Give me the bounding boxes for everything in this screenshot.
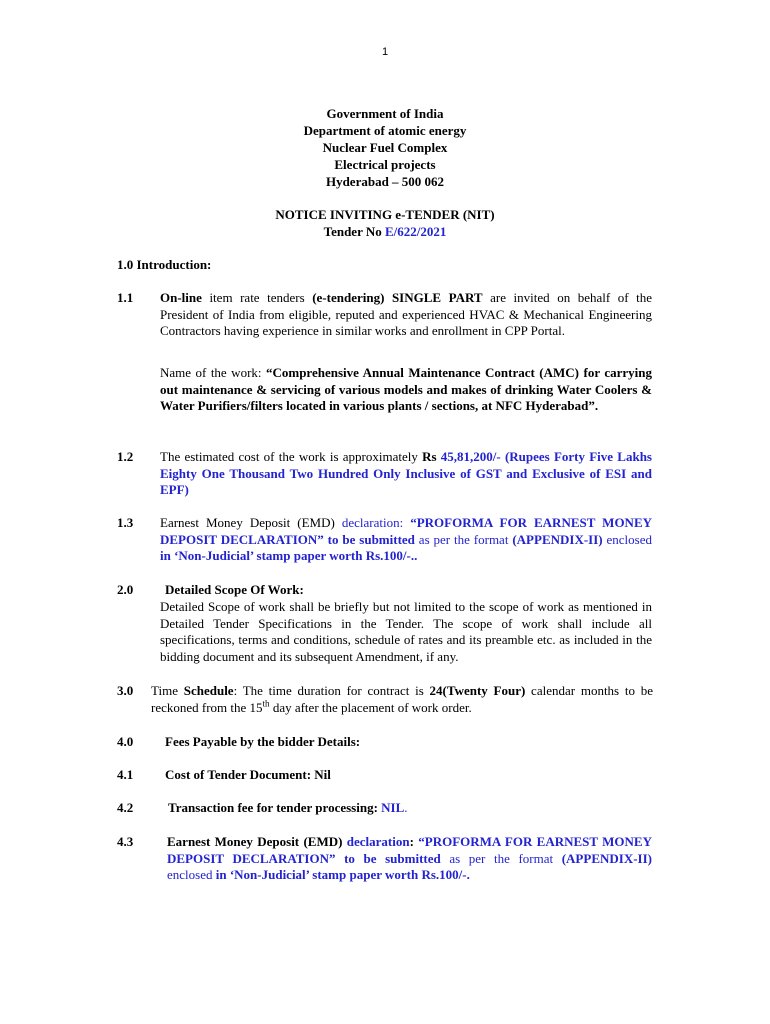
ordinal-suffix: th [262, 698, 270, 709]
notice-title: NOTICE INVITING e-TENDER (NIT) [275, 207, 495, 222]
section-1-2-number: 1.2 [117, 449, 134, 464]
header-line-2: Department of atomic energy [303, 123, 467, 138]
placement-text: day after the placement of work order. [269, 699, 472, 715]
tender-doc-cost-value: : Nil [306, 767, 331, 782]
appendix-text: (APPENDIX-II) [512, 531, 603, 547]
declaration-label: declaration: [341, 515, 411, 530]
section-3-0-line1 [151, 683, 653, 716]
header-line-4: Electrical projects [334, 157, 436, 172]
tenders-text: item rate tenders [201, 290, 313, 305]
intro-heading: 1.0 Introduction: [117, 257, 212, 272]
estimated-cost-text: The estimated cost of the work is approximately [160, 449, 423, 464]
stamp-paper-text: in ‘Non-Judicial’ stamp paper worth Rs.100/-. [160, 548, 415, 563]
header-line-1: Government of India [326, 106, 444, 121]
invited-text: are invited on behalf of the President of India from eligible, reputed and experienced HVAC & Mechanical Engineering Contractors having experience in similar works and enrollment in CPP Portal. [160, 290, 653, 338]
work-name-value: “Comprehensive Annual Maintenance Contract (AMC) for carrying out maintenance & servicing of various models and makes of drinking Water Coolers & Water Purifiers/filters located in various plants / sections, at NFC Hyderabad”. [160, 365, 652, 413]
format-text: as per the format [414, 531, 513, 547]
transaction-fee-value: NIL [381, 800, 405, 815]
duration-value: 24(Twenty Four) [429, 683, 526, 698]
work-name-paragraph [160, 365, 652, 415]
stamp-paper-text-2: in ‘Non-Judicial’ stamp paper worth Rs.100/-. [215, 867, 470, 882]
transaction-fee-period: . [404, 800, 408, 815]
section-4-3-number: 4.3 [117, 834, 134, 849]
page-number: 1 [381, 46, 389, 58]
estimated-amount: 45,81,200/- (Rupees Forty Five Lakhs Eighty One Thousand Two Hundred Only Inclusive of GST and Exclusive of ESI and EPF) [160, 449, 652, 497]
fees-heading: Fees Payable by the bidder Details: [165, 734, 361, 749]
duration-text: : The time duration for contract is [233, 683, 430, 698]
tender-doc-cost-label: Cost of Tender Document [165, 767, 307, 782]
header-line-3: Nuclear Fuel Complex [322, 140, 448, 155]
section-1-2-text [160, 449, 652, 499]
work-name-label: Name of the work: [160, 365, 266, 380]
scope-heading: Detailed Scope Of Work: [165, 582, 304, 597]
emd-label: Earnest Money Deposit (EMD) [160, 515, 342, 530]
tender-number-value: E/622/2021 [385, 224, 447, 239]
section-1-3-number: 1.3 [117, 515, 134, 530]
header-line-5: Hyderabad – 500 062 [325, 174, 445, 189]
section-4-1-number: 4.1 [117, 767, 134, 782]
enclosed-text: enclosed [602, 531, 652, 547]
section-4-0-number: 4.0 [117, 734, 134, 749]
colon-text: : [409, 834, 419, 849]
reckoned-text: calendar months to be reckoned from the 15 [151, 683, 653, 715]
trailing-period: . [414, 548, 418, 563]
enclosed-text-2: enclosed [167, 867, 216, 882]
emd-label-2: Earnest Money Deposit (EMD) [167, 834, 347, 849]
section-1-3-text [160, 515, 652, 565]
transaction-fee-label: Transaction fee for tender processing: [168, 800, 382, 815]
section-4-3-text [167, 834, 652, 884]
proforma-text: “PROFORMA FOR EARNEST MONEY DEPOSIT DECLARATION” to be submitted [160, 515, 653, 547]
appendix-text-2: (APPENDIX-II) [561, 850, 652, 866]
section-2-0-number: 2.0 [117, 582, 134, 597]
format-text-2: as per the format [440, 850, 562, 866]
proforma-text-2: “PROFORMA FOR EARNEST MONEY DEPOSIT DECLARATION” to be submitted [167, 834, 652, 866]
single-part-text: (e-tendering) SINGLE PART [312, 290, 483, 305]
tender-number [0, 224, 770, 241]
scope-text: Detailed Scope of work shall be briefly but not limited to the scope of work as mentioned in Detailed Tender Specifications in the Tender. The scope of work shall include all specifications, terms and conditions, schedule of rates and its preamble etc. as included in the bidding document and its subsequent Amendment, if any. [160, 599, 652, 664]
declaration-label-2: declaration [346, 834, 410, 849]
online-text: On-line [160, 290, 202, 305]
time-label: Time [151, 683, 184, 698]
tender-doc-cost [165, 767, 331, 784]
tender-number-label: Tender No [323, 224, 385, 239]
section-4-2-number: 4.2 [117, 800, 134, 815]
schedule-label: Schedule [183, 683, 234, 698]
section-3-0-number: 3.0 [117, 683, 134, 698]
section-1-1-text [160, 290, 652, 340]
rs-label: Rs [422, 449, 441, 464]
transaction-fee [168, 800, 408, 817]
section-1-1-number: 1.1 [117, 290, 134, 305]
